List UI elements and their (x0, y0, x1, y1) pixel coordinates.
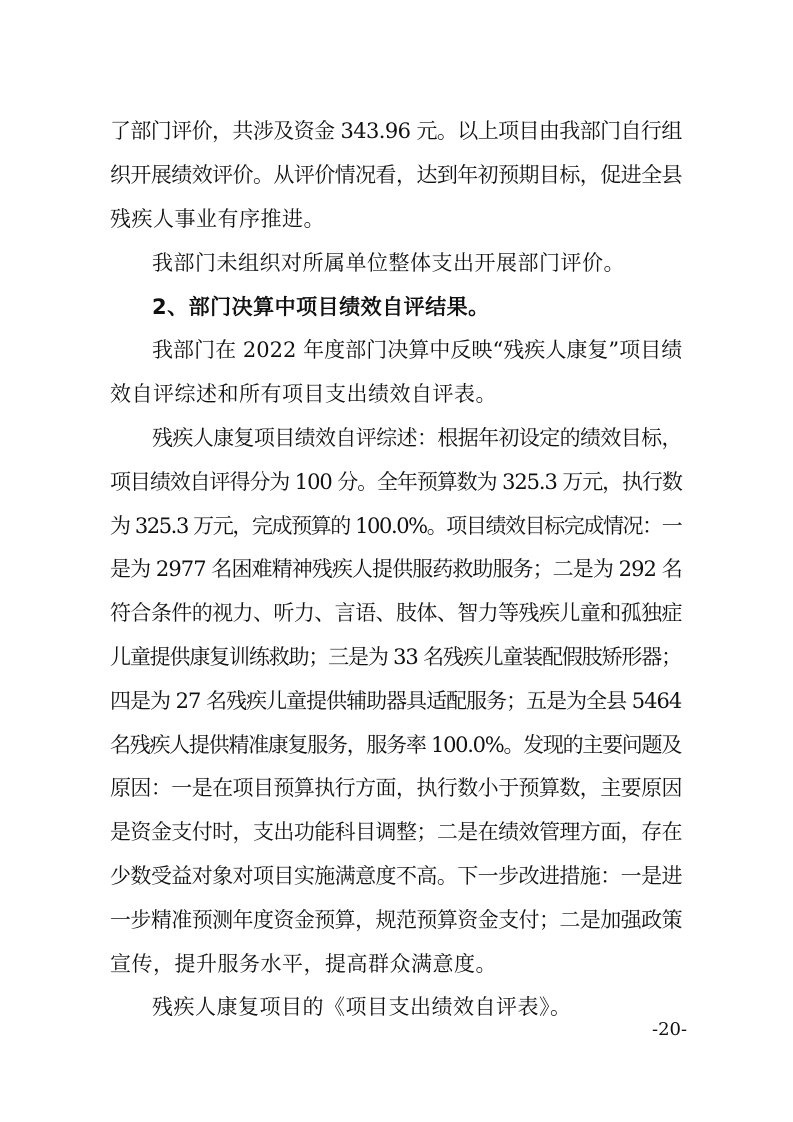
paragraph-line: 我部门未组织对所属单位整体支出开展部门评价。 (152, 251, 625, 275)
page-number: -20- (652, 1019, 688, 1040)
paragraph-line: 残疾人康复项目的《项目支出绩效自评表》。 (152, 995, 572, 1019)
paragraph-line: 宣传，提升服务水平，提高群众满意度。 (110, 952, 497, 976)
paragraph-line: 四是为 27 名残疾儿童提供辅助器具适配服务；五是为全县 5464 (110, 689, 682, 713)
paragraph-line: 残疾人康复项目绩效自评综述：根据年初设定的绩效目标， (152, 426, 682, 450)
paragraph-line: 是为 2977 名困难精神残疾人提供服药救助服务；二是为 292 名 (110, 557, 682, 581)
paragraph-line: 了部门评价，共涉及资金 343.96 元。以上项目由我部门自行组 (110, 119, 682, 143)
paragraph-line: 织开展绩效评价。从评价情况看，达到年初预期目标，促进全县 (110, 163, 682, 187)
paragraph-line: 儿童提供康复训练救助；三是为 33 名残疾儿童装配假肢矫形器； (110, 645, 681, 669)
paragraph-line: 一步精准预测年度资金预算，规范预算资金支付；二是加强政策 (110, 908, 682, 932)
paragraph-line: 效自评综述和所有项目支出绩效自评表。 (110, 382, 497, 406)
section-heading: 2、部门决算中项目绩效自评结果。 (152, 295, 490, 319)
paragraph-line: 原因：一是在项目预算执行方面，执行数小于预算数，主要原因 (110, 776, 682, 800)
paragraph-line: 残疾人事业有序推进。 (110, 207, 325, 231)
paragraph-line: 是资金支付时，支出功能科目调整；二是在绩效管理方面，存在 (110, 820, 682, 844)
paragraph-line: 名残疾人提供精准康复服务，服务率 100.0%。发现的主要问题及 (110, 733, 681, 757)
paragraph-line: 少数受益对象对项目实施满意度不高。下一步改进措施：一是进 (110, 864, 682, 888)
paragraph-line: 项目绩效自评得分为 100 分。全年预算数为 325.3 万元，执行数 (110, 470, 682, 494)
paragraph-line: 为 325.3 万元，完成预算的 100.0%。项目绩效目标完成情况：一 (110, 514, 682, 538)
paragraph-line: 符合条件的视力、听力、言语、肢体、智力等残疾儿童和孤独症 (110, 601, 682, 625)
paragraph-line: 我部门在 2022 年度部门决算中反映“残疾人康复”项目绩 (152, 338, 683, 362)
